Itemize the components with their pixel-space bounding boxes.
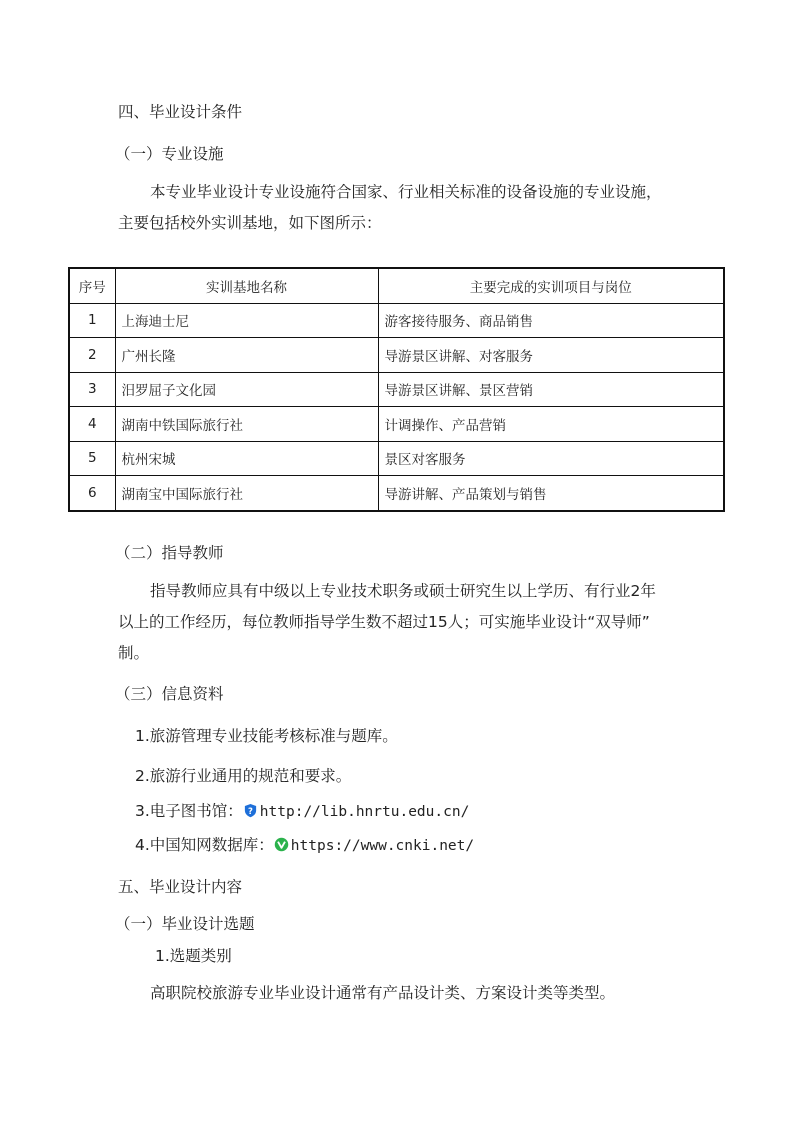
cell-project: 导游讲解、产品策划与销售	[378, 476, 724, 511]
cell-base-name: 杭州宋城	[115, 441, 378, 476]
header-no: 序号	[69, 268, 115, 303]
resource-item-2: 2.旅游行业通用的规范和要求。	[135, 767, 352, 785]
facilities-paragraph-line-2: 主要包括校外实训基地，如下图所示：	[118, 214, 382, 232]
cell-base-name: 汨罗屈子文化园	[115, 372, 378, 407]
table-row	[69, 338, 724, 373]
cell-project: 计调操作、产品营销	[378, 407, 724, 442]
table-row	[69, 441, 724, 476]
instructor-paragraph-line-1: 指导教师应具有中级以上专业技术职务或硕士研究生以上学历、有行业2年	[150, 582, 656, 600]
cell-base-name: 上海迪士尼	[115, 303, 378, 338]
section-4-2-heading: （二）指导教师	[115, 544, 224, 562]
cell-base-name: 湖南宝中国际旅行社	[115, 476, 378, 511]
header-project: 主要完成的实训项目与岗位	[378, 268, 724, 303]
cell-project: 游客接待服务、商品销售	[378, 303, 724, 338]
header-base-name: 实训基地名称	[115, 268, 378, 303]
table-row	[69, 407, 724, 442]
table-row	[69, 476, 724, 511]
instructor-paragraph-line-2: 以上的工作经历，每位教师指导学生数不超过15人；可实施毕业设计“双导师”	[118, 613, 650, 631]
cell-no: 4	[69, 407, 115, 442]
shield-icon	[243, 803, 258, 818]
cell-project: 导游景区讲解、景区营销	[378, 372, 724, 407]
cell-no: 6	[69, 476, 115, 511]
cell-no: 3	[69, 372, 115, 407]
resource-item-4-label: 4.中国知网数据库：	[135, 836, 274, 854]
v-badge-icon	[274, 837, 289, 852]
table-row	[69, 372, 724, 407]
topic-category-paragraph: 高职院校旅游专业毕业设计通常有产品设计类、方案设计类等类型。	[150, 984, 616, 1002]
training-base-table	[68, 267, 725, 512]
cell-no: 5	[69, 441, 115, 476]
resource-item-3	[135, 801, 469, 822]
facilities-paragraph-line-1: 本专业毕业设计专业设施符合国家、行业相关标准的设备设施的专业设施，	[150, 183, 662, 201]
table-header-row	[69, 268, 724, 303]
section-5-1-heading: （一）毕业设计选题	[115, 915, 255, 933]
instructor-paragraph-line-3: 制。	[118, 644, 150, 662]
cell-project: 导游景区讲解、对客服务	[378, 338, 724, 373]
digital-library-link[interactable]: http://lib.hnrtu.edu.cn/	[259, 804, 470, 820]
cell-no: 1	[69, 303, 115, 338]
resource-item-1: 1.旅游管理专业技能考核标准与题库。	[135, 727, 398, 745]
cell-base-name: 湖南中铁国际旅行社	[115, 407, 378, 442]
svg-text:?: ?	[247, 805, 253, 816]
section-5-heading: 五、毕业设计内容	[118, 878, 243, 896]
section-4-heading: 四、毕业设计条件	[118, 103, 243, 121]
table-row	[69, 303, 724, 338]
section-4-1-heading: （一）专业设施	[115, 145, 224, 163]
cell-no: 2	[69, 338, 115, 373]
cell-base-name: 广州长隆	[115, 338, 378, 373]
section-5-1-1-heading: 1.选题类别	[155, 947, 232, 965]
section-4-3-heading: （三）信息资料	[115, 685, 224, 703]
resource-item-3-label: 3.电子图书馆：	[135, 802, 243, 820]
cell-project: 景区对客服务	[378, 441, 724, 476]
resource-item-4	[135, 835, 474, 856]
cnki-link[interactable]: https://www.cnki.net/	[290, 838, 475, 854]
